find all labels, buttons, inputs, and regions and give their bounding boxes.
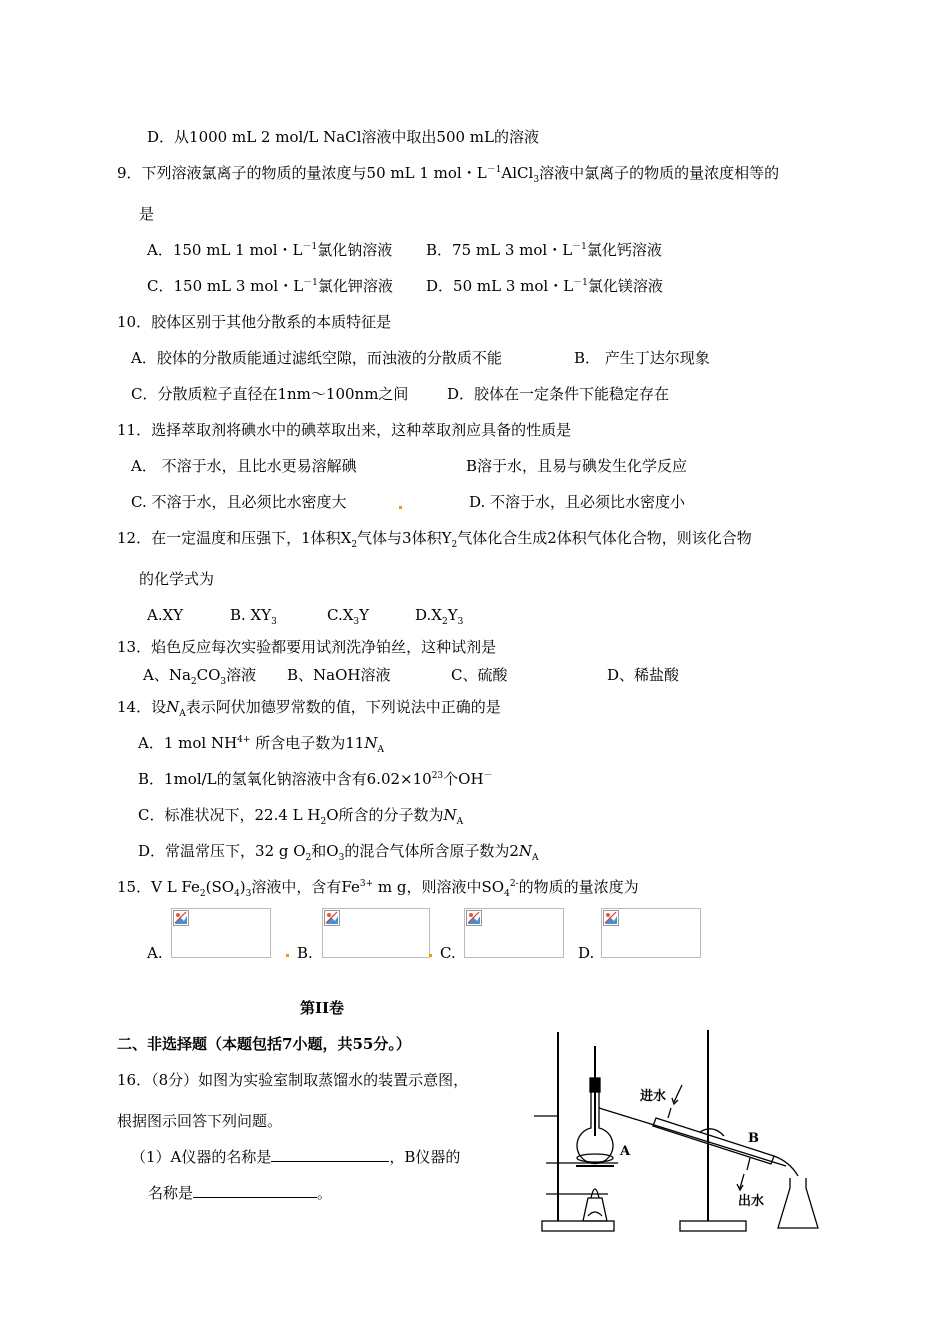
q8-option-d: D．从1000 mL 2 mol/L NaCl溶液中取出500 mL的溶液 (147, 128, 539, 146)
broken-image-icon (173, 910, 189, 926)
q9-stem-cont: 是 (139, 205, 155, 223)
broken-image-icon (466, 910, 482, 926)
q11-option-d: D. 不溶于水，且必须比水密度小 (469, 493, 686, 511)
figure-label-outlet: 出水 (738, 1194, 765, 1209)
mark-dot (399, 506, 402, 509)
formula-image-b (322, 908, 430, 958)
q15-option-b: B. (297, 944, 313, 962)
distillation-apparatus-figure (528, 1028, 828, 1238)
q10-option-c: C．分散质粒子直径在1nm～100nm之间 (131, 385, 409, 403)
condenser-inner (638, 1120, 786, 1166)
q12-stem: 12．在一定温度和压强下，1体积$X_2$气体与3体积$Y_2$气体化合生成2体积气体化合物，则该化合物 (117, 529, 752, 550)
receiving-flask (778, 1178, 818, 1228)
q14-option-a: A．1 mol $NH^{4+}$ 所含电子数为$11N_A$ (138, 734, 384, 755)
answer-blank-a[interactable] (271, 1147, 389, 1162)
q9-stem: 9．下列溶液氯离子的物质的量浓度与50 mL 1 mol・$L^{-1}AlCl_3$溶液中氯离子的物质的量浓度相等的 (117, 164, 780, 185)
part2-title: 第II卷 (300, 999, 345, 1017)
q15-option-c: C. (440, 944, 456, 962)
q10-option-b: B． 产生丁达尔现象 (574, 349, 710, 367)
q12-option-c: $C.X_3Y$ (327, 606, 370, 627)
q9-option-a: A．150 mL 1 mol・$L^{-1}$氯化钠溶液 (147, 241, 393, 259)
q13-stem: 13．焰色反应每次实验都要用试剂洗净铂丝，这种试剂是 (117, 638, 497, 656)
q11-option-a: A． 不溶于水，且比水更易溶解碘 (131, 457, 357, 475)
broken-image-icon (603, 910, 619, 926)
q12-option-d: $D.X_2Y_3$ (415, 606, 464, 627)
q10-option-a: A．胶体的分散质能通过滤纸空隙，而浊液的分散质不能 (131, 349, 502, 367)
formula-image-d (601, 908, 701, 958)
part2-heading: 二、非选择题（本题包括7小题，共55分。） (117, 1035, 411, 1053)
formula-image-a (171, 908, 271, 958)
side-arm (599, 1108, 638, 1120)
stopper (590, 1078, 600, 1092)
q11-stem: 11．选择萃取剂将碘水中的碘萃取出来，这种萃取剂应具备的性质是 (117, 421, 572, 439)
q12-stem-cont: 的化学式为 (139, 570, 215, 588)
q10-stem: 10．胶体区别于其他分散系的本质特征是 (117, 313, 392, 331)
mark-dot (286, 954, 289, 957)
q16-stem: 16．（8分）如图为实验室制取蒸馏水的装置示意图， (117, 1071, 469, 1089)
q16-sub1-cont: 名称是 。 (148, 1184, 333, 1202)
q16-sub1: （1）A仪器的名称是 ，B仪器的 (131, 1148, 461, 1166)
lamp-wick (588, 1212, 602, 1216)
q9-option-c: C．150 mL 3 mol・$L^{-1}$氯化钾溶液 (147, 277, 393, 295)
formula-image-c (464, 908, 564, 958)
q14-stem: 14．设$N_A$表示阿伏加德罗常数的值，下列说法中正确的是 (117, 698, 501, 719)
inlet-arrow (674, 1085, 682, 1102)
q11-option-b: B溶于水，且易与碘发生化学反应 (466, 457, 688, 475)
q12-option-a: A.XY (147, 606, 184, 624)
q9-option-b: B．75 mL 3 mol・$L^{-1}$氯化钙溶液 (426, 241, 662, 259)
right-stand-base (680, 1221, 746, 1231)
q16-stem-cont: 根据图示回答下列问题。 (117, 1112, 283, 1130)
mark-dot (429, 954, 432, 957)
figure-label-inlet: 进水 (640, 1089, 667, 1104)
condenser-clamp (700, 1129, 724, 1136)
q15-option-d: D. (578, 944, 595, 962)
left-stand-base (542, 1221, 614, 1231)
q12-option-b: B. $XY_3$ (230, 606, 277, 627)
q11-option-c: C. 不溶于水，且必须比水密度大 (131, 493, 347, 511)
q14-option-b: B．1mol/L的氢氧化钠溶液中含有$6.02\times 10^{23}$个OH－ (138, 770, 493, 788)
figure-label-b: B (748, 1131, 759, 1146)
q13-option-b: B、NaOH溶液 (287, 666, 391, 684)
q14-option-d: D．常温常压下，32 g $O_2$和$O_3$的混合气体所含原子数为$2N_A$ (138, 842, 539, 863)
q15-option-a: A. (147, 944, 163, 962)
water-outlet (747, 1158, 750, 1170)
q13-option-c: C、硫酸 (451, 666, 508, 684)
water-inlet (668, 1108, 671, 1118)
answer-blank-b[interactable] (193, 1183, 317, 1198)
q13-option-a: A、$Na_2CO_3$溶液 (143, 666, 257, 687)
q9-option-d: D．50 mL 3 mol・$L^{-1}$氯化镁溶液 (426, 277, 663, 295)
q13-option-d: D、稀盐酸 (607, 666, 680, 684)
alcohol-lamp (583, 1198, 607, 1221)
broken-image-icon (324, 910, 340, 926)
q10-option-d: D．胶体在一定条件下能稳定存在 (447, 385, 670, 403)
figure-label-a: A (620, 1144, 631, 1159)
q15-stem: 15．V L $Fe_2(SO_4)_3$溶液中，含有$Fe^{3+}$ m g，则溶液中$SO_4^{2-}$的物质的量浓度为 (117, 878, 639, 899)
q14-option-c: C．标准状况下，22.4 L $H_2O$所含的分子数为$N_A$ (138, 806, 464, 827)
